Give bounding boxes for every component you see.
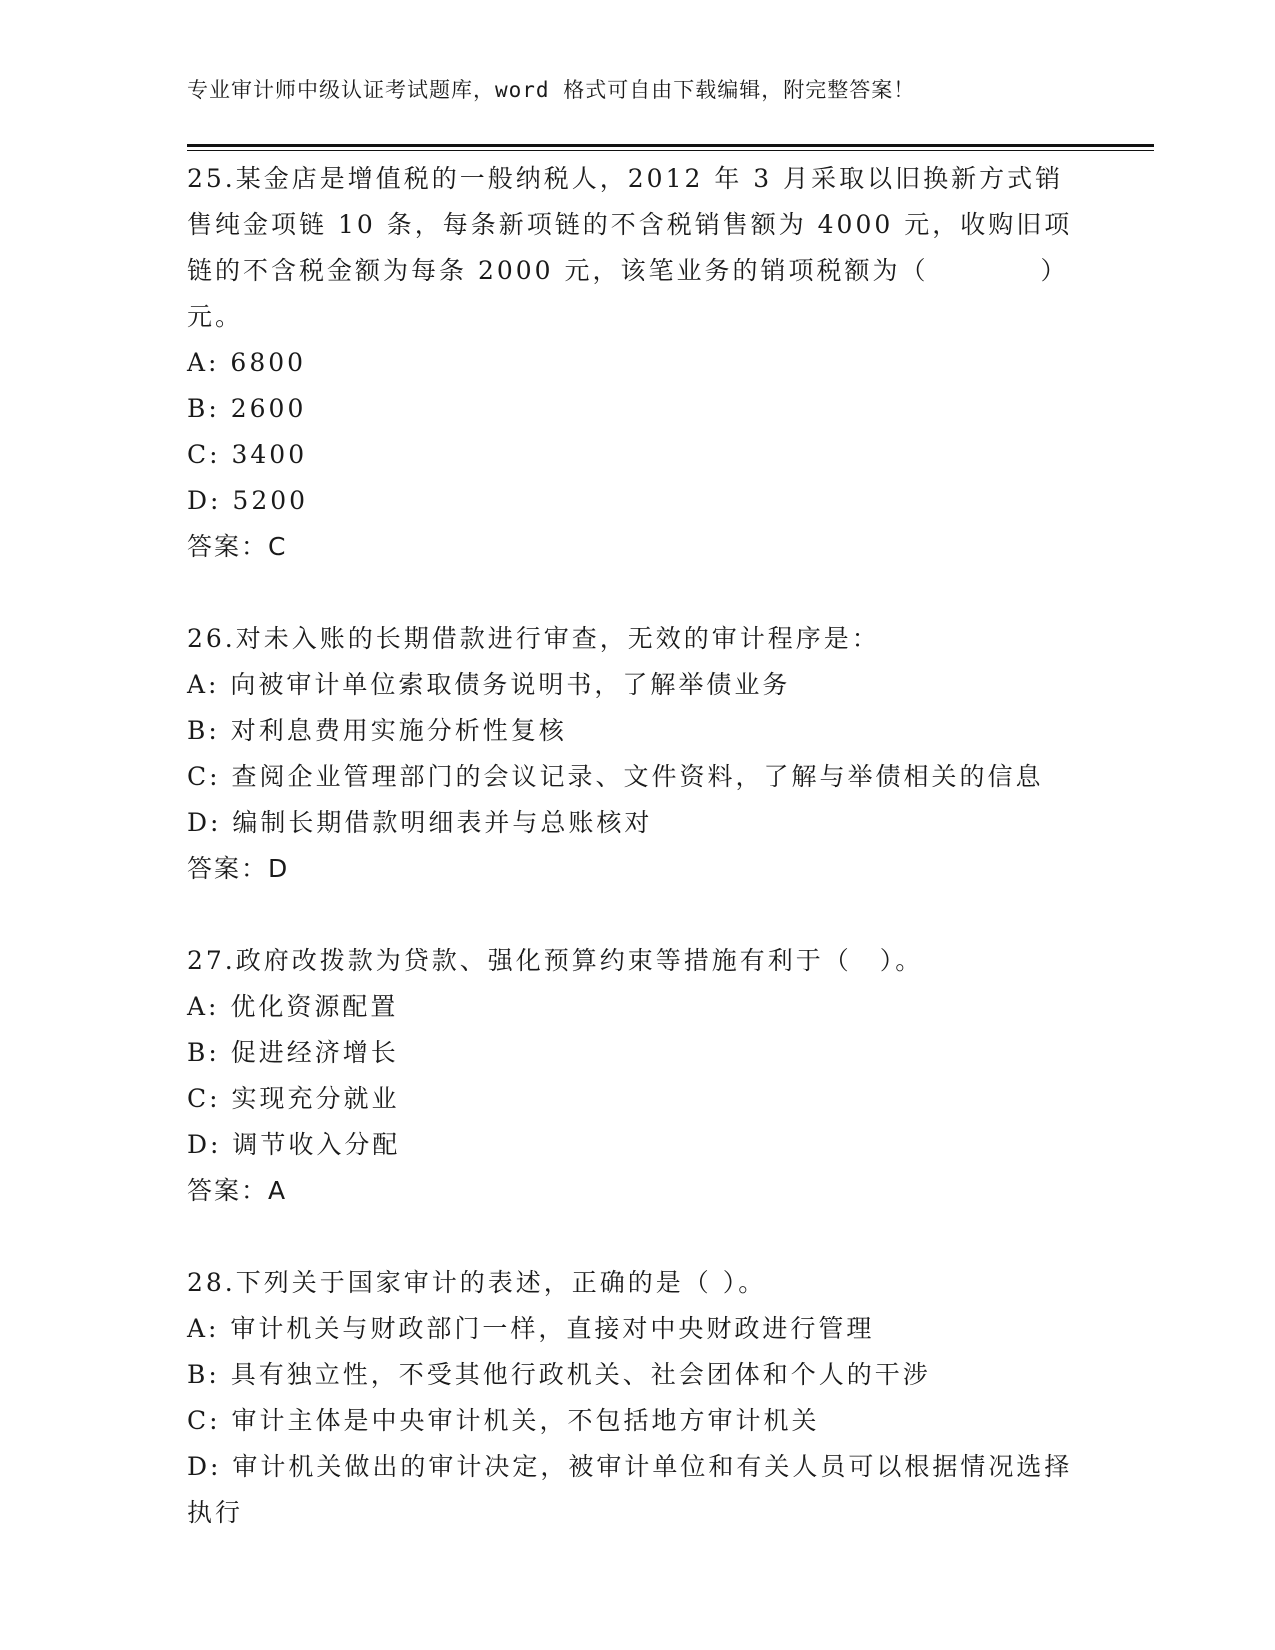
option-a: A: 审计机关与财政部门一样，直接对中央财政进行管理 xyxy=(187,1314,875,1343)
option-b: B: 2600 xyxy=(187,394,307,423)
option-c: C: 审计主体是中央审计机关，不包括地方审计机关 xyxy=(187,1406,820,1435)
question-list xyxy=(187,156,1087,1536)
option-c: C: 查阅企业管理部门的会议记录、文件资料，了解与举债相关的信息 xyxy=(187,762,1044,791)
question-26 xyxy=(187,616,1087,892)
header-divider xyxy=(187,144,1154,147)
option-d: D: 编制长期借款明细表并与总账核对 xyxy=(187,808,653,837)
answer: 答案：A xyxy=(187,1176,288,1205)
question-stem: 28.下列关于国家审计的表述，正确的是（ ）。 xyxy=(187,1268,767,1297)
page-header: 专业审计师中级认证考试题库，word 格式可自由下载编辑，附完整答案！ xyxy=(187,78,916,102)
option-a: A: 向被审计单位索取债务说明书，了解举债业务 xyxy=(187,670,791,699)
question-28 xyxy=(187,1260,1087,1536)
option-c: C: 3400 xyxy=(187,440,308,469)
option-b: B: 具有独立性，不受其他行政机关、社会团体和个人的干涉 xyxy=(187,1360,931,1389)
option-a: A: 6800 xyxy=(187,348,307,377)
option-c: C: 实现充分就业 xyxy=(187,1084,400,1113)
option-d: D: 调节收入分配 xyxy=(187,1130,401,1159)
option-a: A: 优化资源配置 xyxy=(187,992,399,1021)
question-stem: 26.对未入账的长期借款进行审查，无效的审计程序是： xyxy=(187,624,880,653)
header-divider-thin xyxy=(187,150,1154,151)
option-b: B: 促进经济增长 xyxy=(187,1038,399,1067)
option-b: B: 对利息费用实施分析性复核 xyxy=(187,716,567,745)
question-27 xyxy=(187,938,1087,1214)
question-stem: 25.某金店是增值税的一般纳税人，2012 年 3 月采取以旧换新方式销售纯金项链 10 条，每条新项链的不含税销售额为 4000 元，收购旧项链的不含税金额为每条 2000 元，该笔业务的销项税额为（ ）元。 xyxy=(187,164,1073,331)
answer: 答案：D xyxy=(187,854,290,883)
answer: 答案：C xyxy=(187,532,288,561)
question-25 xyxy=(187,156,1087,570)
option-d: D: 5200 xyxy=(187,486,309,515)
option-d: D: 审计机关做出的审计决定，被审计单位和有关人员可以根据情况选择执行 xyxy=(187,1452,1073,1527)
question-stem: 27.政府改拨款为贷款、强化预算约束等措施有利于（ ）。 xyxy=(187,946,924,975)
